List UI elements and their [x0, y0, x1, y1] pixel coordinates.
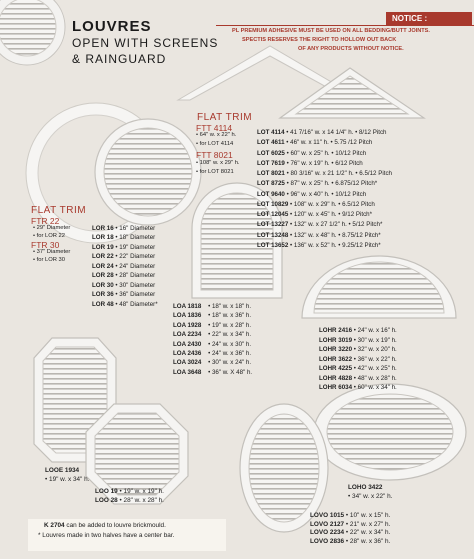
list-item: LOT 4611 • 46" w. x 11" h. • 5.75 /12 Pitch — [257, 139, 373, 147]
list-item: LOT 13652 • 136" w. x 52" h. • 9.25/12 Pitch* — [257, 241, 381, 249]
page-title: LOUVRES — [72, 18, 152, 35]
round-louvre-list — [92, 224, 158, 309]
list-item: LOHR 3622 • 36" w. x 22" h. — [319, 355, 397, 363]
ftr22-diameter: • 29" Diameter — [33, 225, 71, 231]
list-item: LOR 30 • 30" Diameter — [92, 281, 156, 289]
flat-trim-gable-heading: FLAT TRIM — [197, 112, 253, 123]
list-item: LOHR 4828 • 48" w. x 28" h. — [319, 374, 397, 382]
ftt4114-code: FTT 4114 — [196, 123, 233, 133]
list-item: LOR 19 • 19" Diameter — [92, 243, 156, 251]
ftr22-code: FTR 22 — [31, 216, 60, 226]
ftt8021-code: FTT 8021 — [196, 150, 233, 160]
list-item: LOR 48 • 48" Diameter* — [92, 300, 158, 308]
gable-louvre-list — [257, 128, 392, 251]
list-item: LOVO 1015 • 10" w. x 15" h. — [310, 512, 391, 519]
list-item: LOT 8725 • 87" w. x 25" h. • 6.875/12 Pitch* — [257, 180, 378, 188]
list-item: LOA 1928 • 19" w. x 28" h. — [173, 321, 252, 329]
ftt4114-size: • 64" w. x 22" h. — [196, 132, 237, 138]
list-item: LOO 19 • 19" w. x 19" h. — [95, 488, 164, 495]
list-item: LOHR 4225 • 42" w. x 25" h. — [319, 365, 397, 372]
octagon-caption-list — [95, 488, 164, 505]
ftr30-for: • for LOR 30 — [33, 257, 65, 263]
list-item: LOO 28 • 28" w. x 28" h. — [95, 496, 164, 504]
list-item: LOR 16 • 16" Diameter — [92, 225, 156, 232]
page-subtitle: OPEN WITH SCREENS — [72, 36, 219, 50]
round-louvre-icon — [95, 119, 201, 225]
list-item: LOVO 2234 • 22" w. x 34" h. — [310, 529, 391, 537]
list-item: LOT 6025 • 60" w. x 25" h. • 10/12 Pitch — [257, 149, 367, 157]
ftr30-code: FTR 30 — [31, 240, 60, 250]
list-item: LOT 13227 • 132" w. x 27 1/2" h. • 5/12 Pitch* — [257, 221, 383, 229]
ftr22-for: • for LOR 22 — [33, 233, 65, 239]
notice-line-1: PL PREMIUM ADHESIVE MUST BE USED ON ALL BEDDING/BUTT JOINTS. — [232, 28, 430, 34]
list-item: LOT 10829 • 108" w. x 29" h. • 6.5/12 Pitch — [257, 200, 375, 208]
half-round-louvre-list — [319, 326, 397, 393]
ftt4114-for: • for LOT 4114 — [196, 141, 234, 147]
list-item: LOA 2436 • 24" w. x 36" h. — [173, 350, 252, 358]
notice-line-3: OF ANY PRODUCTS WITHOUT NOTICE. — [298, 46, 404, 52]
list-item: LOT 13248 • 132" w. x 48" h. • 8.75/12 Pitch* — [257, 231, 381, 239]
list-item: LOHR 6034 • 60" w. x 34" h. — [319, 384, 397, 391]
ftr30-diameter: • 37" Diameter — [33, 249, 71, 255]
gable-louvre-icon — [280, 68, 424, 118]
list-item: LOHR 3019 • 30" w. x 19" h. — [319, 336, 397, 344]
list-item: LOT 8021 • 80 3/16" w. x 21 1/2" h. • 6.5/12 Pitch — [257, 170, 392, 177]
list-item: LOVO 2127 • 21" w. x 27" h. — [310, 520, 391, 528]
list-item: LOT 9640 • 96" w. x 40" h. • 10/12 Pitch — [257, 190, 367, 198]
list-item: LOT 12045 • 120" w. x 45" h. • 9/12 Pitch* — [257, 211, 373, 218]
flat-trim-round-heading: FLAT TRIM — [31, 205, 87, 216]
list-item: LOR 24 • 24" Diameter — [92, 262, 156, 270]
footer-note-2: * Louvres made in two halves have a center bar. — [38, 532, 175, 539]
ftt8021-size: • 108" w. x 29" h. — [196, 160, 240, 166]
notice-line-2: SPECTIS RESERVES THE RIGHT TO HOLLOW OUT BACK — [242, 37, 397, 43]
list-item: LOHR 3220 • 32" w. x 20" h. — [319, 346, 397, 353]
list-item: LOA 2234 • 22" w. x 34" h. — [173, 331, 252, 339]
list-item: LOHR 2416 • 24" w. x 16" h. — [319, 327, 397, 334]
list-item: LOA 1818 • 18" w. x 18" h. — [173, 303, 252, 310]
list-item: LOA 3024 • 30" w. x 24" h. — [173, 359, 252, 367]
arch-louvre-list — [173, 302, 252, 377]
half-round-louvre-icon — [302, 256, 456, 318]
list-item: LOR 18 • 18" Diameter — [92, 234, 156, 242]
footer-note-1: K 2704 can be added to louvre brickmould. — [44, 522, 166, 529]
ftt8021-for: • for LOT 8021 — [196, 169, 234, 175]
list-item: LOA 1836 • 18" w. x 36" h. — [173, 312, 252, 320]
list-item: LOT 7619 • 76" w. x 19" h. • 6/12 Pitch — [257, 159, 363, 167]
page-subtitle-2: & RAINGUARD — [72, 52, 167, 66]
list-item: LOA 3648 • 36" w. X 48" h. — [173, 368, 253, 376]
list-item: LOVO 2836 • 28" w. x 36" h. — [310, 538, 391, 546]
vertical-oval-list — [310, 512, 390, 547]
horizontal-oval-caption: LOHO 3422 • 34" w. x 22" h. — [348, 484, 393, 500]
notice-badge: NOTICE : — [386, 12, 472, 25]
list-item: LOR 22 • 22" Diameter — [92, 253, 156, 261]
list-item: LOR 28 • 28" Diameter — [92, 272, 156, 280]
horizontal-oval-louvre-icon — [314, 384, 466, 480]
list-item: LOA 2430 • 24" w. x 30" h. — [173, 340, 252, 348]
octagon-elongated-caption: LOOE 1934 • 19" w. x 34" h. — [45, 467, 90, 483]
list-item: LOR 36 • 36" Diameter — [92, 291, 156, 299]
notice-divider — [216, 25, 474, 26]
round-louvre-top-icon — [0, 0, 65, 65]
list-item: LOT 4114 • 41 7/16" w. x 14 1/4" h. • 8/12 Pitch — [257, 129, 387, 136]
